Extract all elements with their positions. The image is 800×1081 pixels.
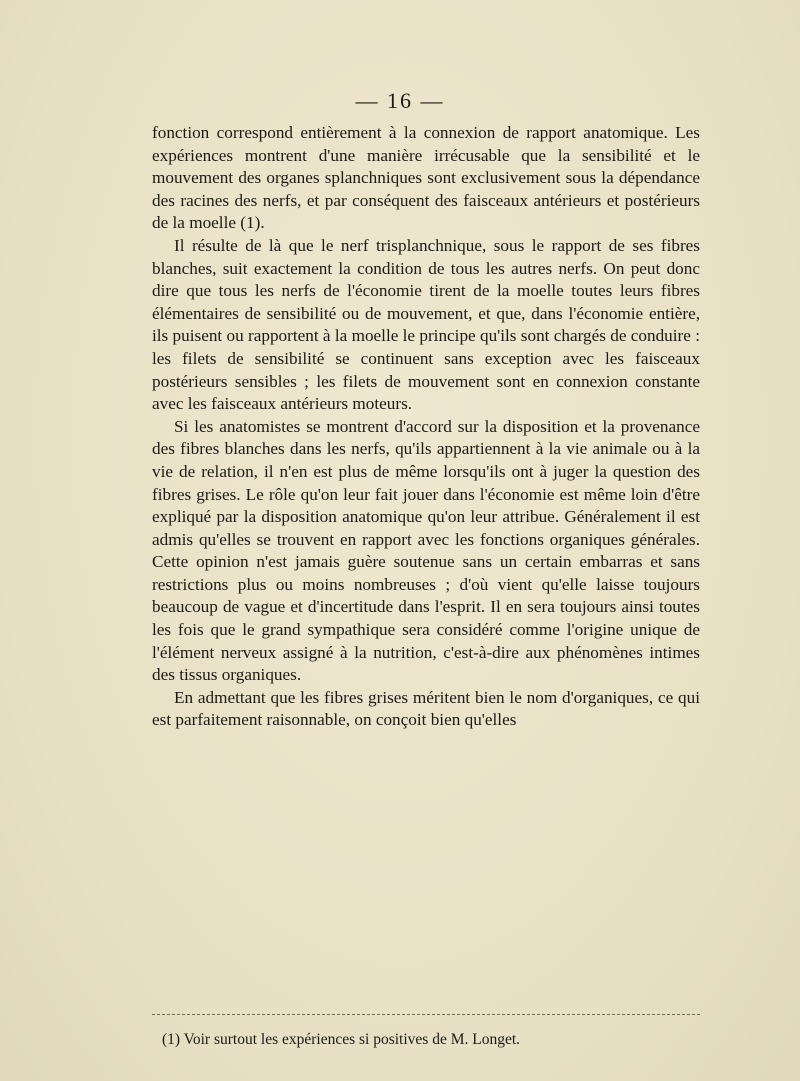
footnote: (1) Voir surtout les expériences si positives de M. Longet. [162, 1031, 521, 1048]
paragraph-2: Il résulte de là que le nerf trisplanchnique, sous le rapport de ses fibres blanches, suit exactement la condition de tous les autres nerfs. On peut donc dire que tous les nerfs de l'économie tirent de la moelle toutes leurs fibres élémentaires de sensibilité ou de mouvement, et que, dans l'économie entière, ils puisent ou rapportent à la moelle le principe qu'ils sont chargés de conduire : les filets de sensibilité se continuent sans exception avec les faisceaux postérieurs sensibles ; les filets de mouvement sont en connexion constante avec les faisceaux antérieurs moteurs. [152, 235, 700, 414]
paragraph-4: En admettant que les fibres grises méritent bien le nom d'organiques, ce qui est parfaitement raisonnable, on conçoit bien qu'elles [152, 687, 700, 730]
page-number: — 16 — [355, 88, 445, 113]
body-text [152, 122, 700, 732]
paragraph-3: Si les anatomistes se montrent d'accord sur la disposition et la provenance des fibres blanches dans les nerfs, qu'ils appartiennent à la vie animale ou à la vie de relation, il n'en est plus de même lorsqu'ils ont à juger la question des fibres grises. Le rôle qu'on leur fait jouer dans l'économie est même loin d'être expliqué par la disposition anatomique qu'on leur attribue. Généralement il est admis qu'elles se trouvent en rapport avec les fonctions organiques générales. Cette opinion n'est jamais guère soutenue sans un certain embarras et sans restrictions plus ou moins nombreuses ; d'où vient qu'elle laisse toujours beaucoup de vague et d'incertitude dans l'esprit. Il en sera toujours ainsi toutes les fois que le grand sympathique sera considéré comme l'origine unique de l'élément nerveux assigné à la nutrition, c'est-à-dire aux phénomènes intimes des tissus organiques. [152, 416, 700, 685]
paragraph-1: fonction correspond entièrement à la connexion de rapport anatomique. Les expériences montrent d'une manière irrécusable que la sensibilité et le mouvement des organes splanchniques sont exclusivement sous la dépendance des racines des nerfs, et par conséquent des faisceaux antérieurs et postérieurs de la moelle (1). [152, 123, 700, 233]
footnote-divider [152, 1014, 700, 1015]
